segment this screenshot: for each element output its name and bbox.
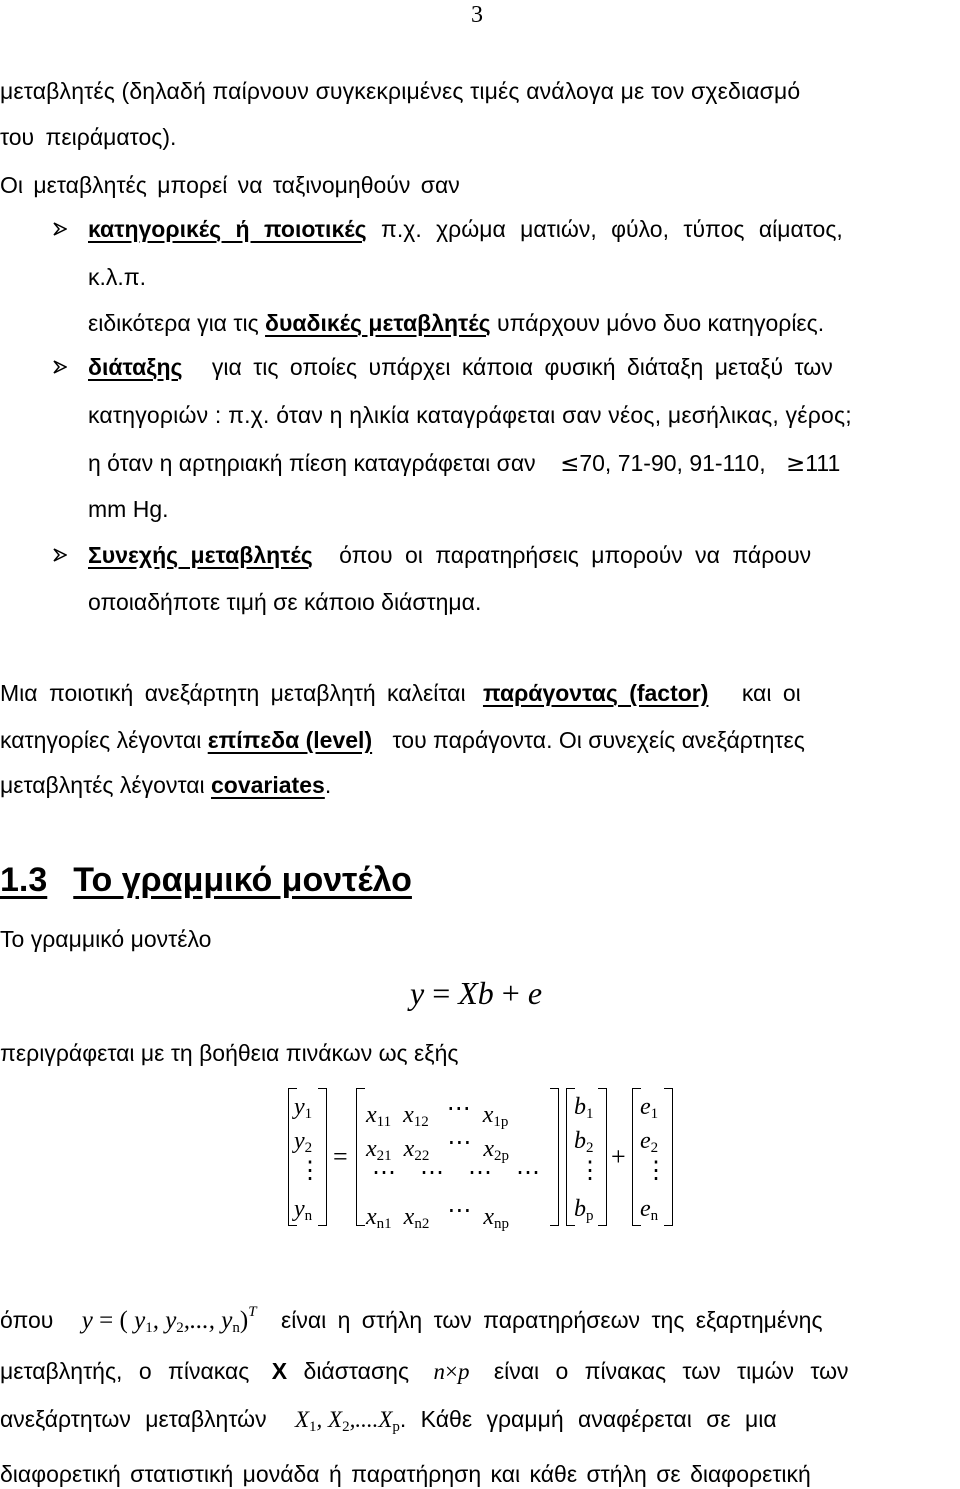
text-span: Μια ποιοτική ανεξάρτητη μεταβλητή καλείται (0, 680, 466, 706)
text-line: του πειράματος). (0, 124, 177, 150)
text-span: . Κάθε γραμμή αναφέρεται σε μια (399, 1406, 777, 1432)
x-matrix-row: $x_{21}$ $x_{22}$ ⋯ $x_{2p}$ (366, 1130, 509, 1164)
text-line (0, 1358, 849, 1385)
bullet-arrow-icon (53, 548, 67, 562)
text-line: κ.λ.π. (88, 264, 147, 290)
vdots: ⋮ (298, 1158, 322, 1184)
bracket (356, 1088, 365, 1226)
vdots: ⋮ (644, 1158, 668, 1184)
leq-symbol: ≤ (560, 451, 580, 477)
bullet-rest: όπου οι παρατηρήσεις μπορούν να πάρουν (339, 542, 812, 568)
text-span: 111 (805, 450, 841, 476)
x-matrix-row: $x_{11}$ $x_{12}$ ⋯ $x_{1p}$ (366, 1096, 509, 1130)
term-continuous: Συνεχής μεταβλητές (88, 542, 313, 568)
dimension-expr: n×p (433, 1359, 470, 1384)
x-matrix-row: ⋯ ⋯ ⋯ ⋯ (372, 1160, 540, 1186)
text-span: ειδικότερα για τις (88, 310, 259, 336)
text-span: όπου (0, 1307, 54, 1333)
text-line: κατηγοριών : π.χ. όταν η ηλικία καταγράφεται σαν νέος, μεσήλικας, γέρος; (88, 402, 852, 428)
text-span: είναι η στήλη των παρατηρήσεων της εξαρτημένης (280, 1307, 823, 1333)
text-line: διαφορετική στατιστική μονάδα ή παρατήρηση και κάθε στήλη σε διαφορετική (0, 1461, 811, 1487)
geq-symbol: ≥ (786, 451, 806, 477)
page-number: 3 (471, 2, 483, 28)
bracket (550, 1088, 559, 1226)
text-line: Οι μεταβλητές μπορεί να ταξινομηθούν σαν (0, 172, 460, 198)
bullet-text (88, 216, 843, 243)
text-span: μεταβλητές λέγονται (0, 772, 205, 798)
text-span: 70, 71-90, 91-110, (579, 450, 766, 476)
vdots: ⋮ (578, 1158, 602, 1184)
text-span: μεταβλητής, ο πίνακας (0, 1358, 250, 1384)
bullet-arrow-icon (53, 222, 67, 236)
matrix-x-label: X (271, 1358, 288, 1384)
bullet-rest: π.χ. χρώμα ματιών, φύλο, τύπος αίματος, (381, 216, 843, 242)
term-categorical: κατηγορικές ή ποιοτικές (88, 216, 367, 242)
text-span: και οι (741, 680, 801, 706)
text-span: υπάρχουν μόνο δυο κατηγορίες. (497, 310, 825, 336)
text-line (0, 1406, 777, 1436)
y-vector-entry: $y_n$ (294, 1196, 313, 1224)
plus-sign: + (611, 1142, 626, 1171)
b-vector-entry: $b_2$ (574, 1128, 594, 1156)
text-line: οποιαδήποτε τιμή σε κάποιο διάστημα. (88, 589, 482, 615)
text-line (88, 310, 824, 337)
heading-number: 1.3 (0, 861, 48, 899)
section-heading (0, 861, 412, 900)
text-span: του παράγοντα. Οι συνεχείς ανεξάρτητες (392, 727, 805, 753)
b-vector-entry: $b_1$ (574, 1094, 594, 1122)
x-matrix-row: $x_{n1}$ $x_{n2}$ ⋯ $x_{np}$ (366, 1198, 509, 1232)
term-covariates: covariates (211, 772, 325, 798)
text-line: mm Hg. (88, 496, 169, 522)
term-factor: παράγοντας (factor) (482, 680, 709, 706)
y-vector-entry: $y_1$ (294, 1094, 313, 1122)
term-level: επίπεδα (level) (207, 727, 373, 753)
y-definition: y = ( $y_1$, $y_2$,..., $y_n)^T$ (81, 1304, 257, 1336)
text-line: μεταβλητές (δηλαδή παίρνουν συγκεκριμένες τιμές ανάλογα με τον σχεδιασμό (0, 78, 801, 104)
y-vector-entry: $y_2$ (294, 1128, 313, 1156)
covariate-list: $X_1$, $X_2,....X_p$ (294, 1407, 400, 1435)
term-ordinal: διάταξης (88, 354, 183, 380)
text-span: κατηγορίες λέγονται (0, 727, 202, 753)
text-span: . (324, 772, 332, 798)
equals-sign: = (333, 1142, 348, 1171)
text-line: περιγράφεται με τη βοήθεια πινάκων ως εξής (0, 1040, 459, 1066)
text-line: Το γραμμικό μοντέλο (0, 926, 212, 952)
text-line (0, 1304, 823, 1337)
bullet-rest: για τις οποίες υπάρχει κάποια φυσική διάταξη μεταξύ των (211, 354, 833, 380)
heading-title: Το γραμμικό μοντέλο (73, 861, 412, 899)
e-vector-entry: $e_n$ (640, 1196, 659, 1224)
text-span: διάστασης (303, 1358, 410, 1384)
e-vector-entry: $e_2$ (640, 1128, 659, 1156)
bullet-text (88, 354, 833, 381)
text-line (0, 680, 801, 707)
text-line (0, 727, 805, 754)
b-vector-entry: $b_p$ (574, 1196, 594, 1224)
e-vector-entry: $e_1$ (640, 1094, 659, 1122)
bullet-arrow-icon (53, 360, 67, 374)
text-span: είναι ο πίνακας των τιμών των (493, 1358, 849, 1384)
text-span: η όταν η αρτηριακή πίεση καταγράφεται σαν (88, 450, 536, 476)
model-equation: y = Xb + e (410, 975, 543, 1011)
text-span: ανεξάρτητων μεταβλητών (0, 1406, 267, 1432)
text-line (88, 450, 840, 477)
term-binary: δυαδικές μεταβλητές (265, 310, 491, 336)
bullet-text (88, 542, 811, 569)
text-line (0, 772, 331, 799)
